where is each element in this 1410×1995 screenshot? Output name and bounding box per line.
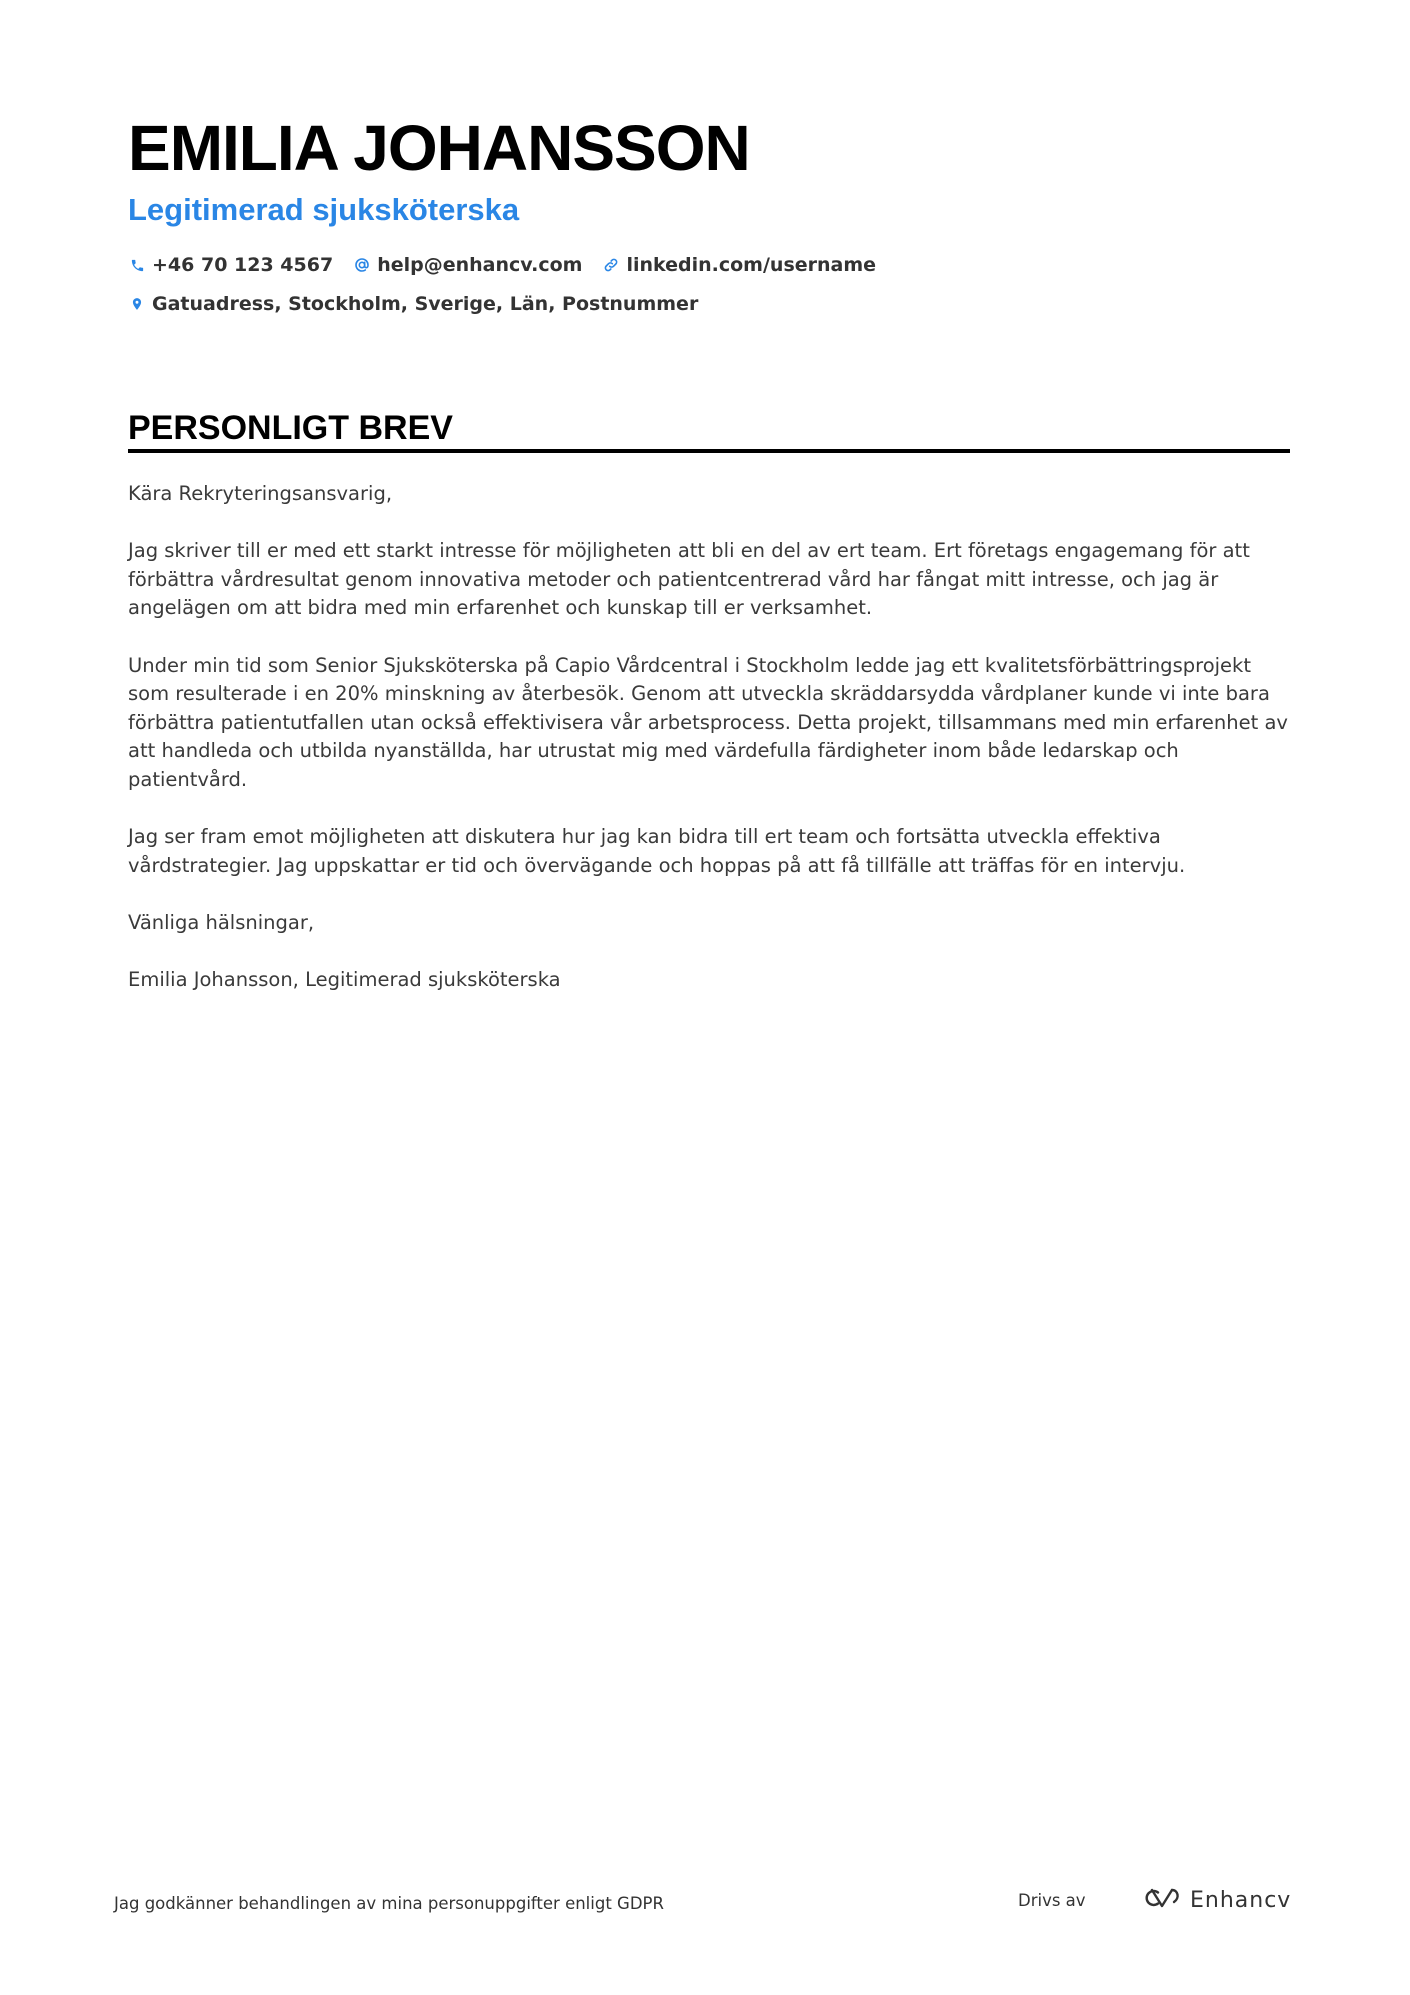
contact-email[interactable] bbox=[353, 254, 582, 276]
contact-phone-text: +46 70 123 4567 bbox=[152, 254, 334, 276]
contact-linkedin[interactable] bbox=[602, 254, 876, 276]
contact-address bbox=[128, 293, 698, 315]
applicant-title: Legitimerad sjuksköterska bbox=[128, 192, 520, 227]
contact-phone[interactable] bbox=[128, 254, 333, 276]
letter-signature: Emilia Johansson, Legitimerad sjuksköterska bbox=[128, 968, 561, 992]
powered-by-label: Drivs av bbox=[1018, 1891, 1086, 1910]
letter-paragraph-3: Jag ser fram emot möjligheten att diskutera hur jag kan bidra till ert team och fortsätta utveckla effektiva vårdstrategier. Jag uppskattar er tid och övervägande och hoppas på att få tillfälle att träffas för en intervju. bbox=[128, 825, 1186, 877]
at-icon bbox=[353, 256, 371, 274]
contact-email-text: help@enhancv.com bbox=[377, 254, 583, 276]
gdpr-consent: Jag godkänner behandlingen av mina personuppgifter enligt GDPR bbox=[114, 1894, 664, 1913]
contact-row-primary bbox=[128, 254, 896, 276]
applicant-name: EMILIA JOHANSSON bbox=[128, 112, 750, 184]
location-pin-icon bbox=[128, 295, 146, 313]
contact-address-text: Gatuadress, Stockholm, Sverige, Län, Postnummer bbox=[152, 293, 699, 315]
letter-greeting: Kära Rekryteringsansvarig, bbox=[128, 482, 393, 505]
link-icon bbox=[602, 256, 620, 274]
section-divider bbox=[128, 449, 1290, 453]
letter-paragraph-2: Under min tid som Senior Sjuksköterska på Capio Vårdcentral i Stockholm ledde jag ett kvalitetsförbättringsprojekt som resulterade i en 20% minskning av återbesök. Genom att utveckla skräddarsydda vårdplaner kunde vi inte bara förbättra patientutfallen utan också effektivisera vår arbetsprocess. Detta projekt, tillsammans med min erfarenhet av att handleda och utbilda nyanställda, har utrustat mig med värdefulla färdigheter inom både ledarskap och patientvård. bbox=[128, 653, 1288, 791]
letter-closing: Vänliga hälsningar, bbox=[128, 910, 315, 934]
contact-linkedin-text: linkedin.com/username bbox=[626, 254, 877, 276]
enhancv-logo-icon bbox=[1138, 1886, 1182, 1914]
letter-body bbox=[128, 480, 1290, 1023]
section-title: PERSONLIGT BREV bbox=[128, 409, 453, 447]
enhancv-brand[interactable] bbox=[1138, 1886, 1291, 1914]
contact-row-address bbox=[128, 293, 718, 315]
brand-name: Enhancv bbox=[1190, 1887, 1292, 1913]
letter-paragraph-1: Jag skriver till er med ett starkt intresse för möjligheten att bli en del av ert team. Ert företags engagemang för att förbättra vårdresultat genom innovativa metoder och patientcentrerad vård har fångat mitt intresse, och jag är angelägen om att bidra med min erfarenhet och kunskap till er verksamhet. bbox=[128, 539, 1250, 620]
phone-icon bbox=[128, 256, 146, 274]
